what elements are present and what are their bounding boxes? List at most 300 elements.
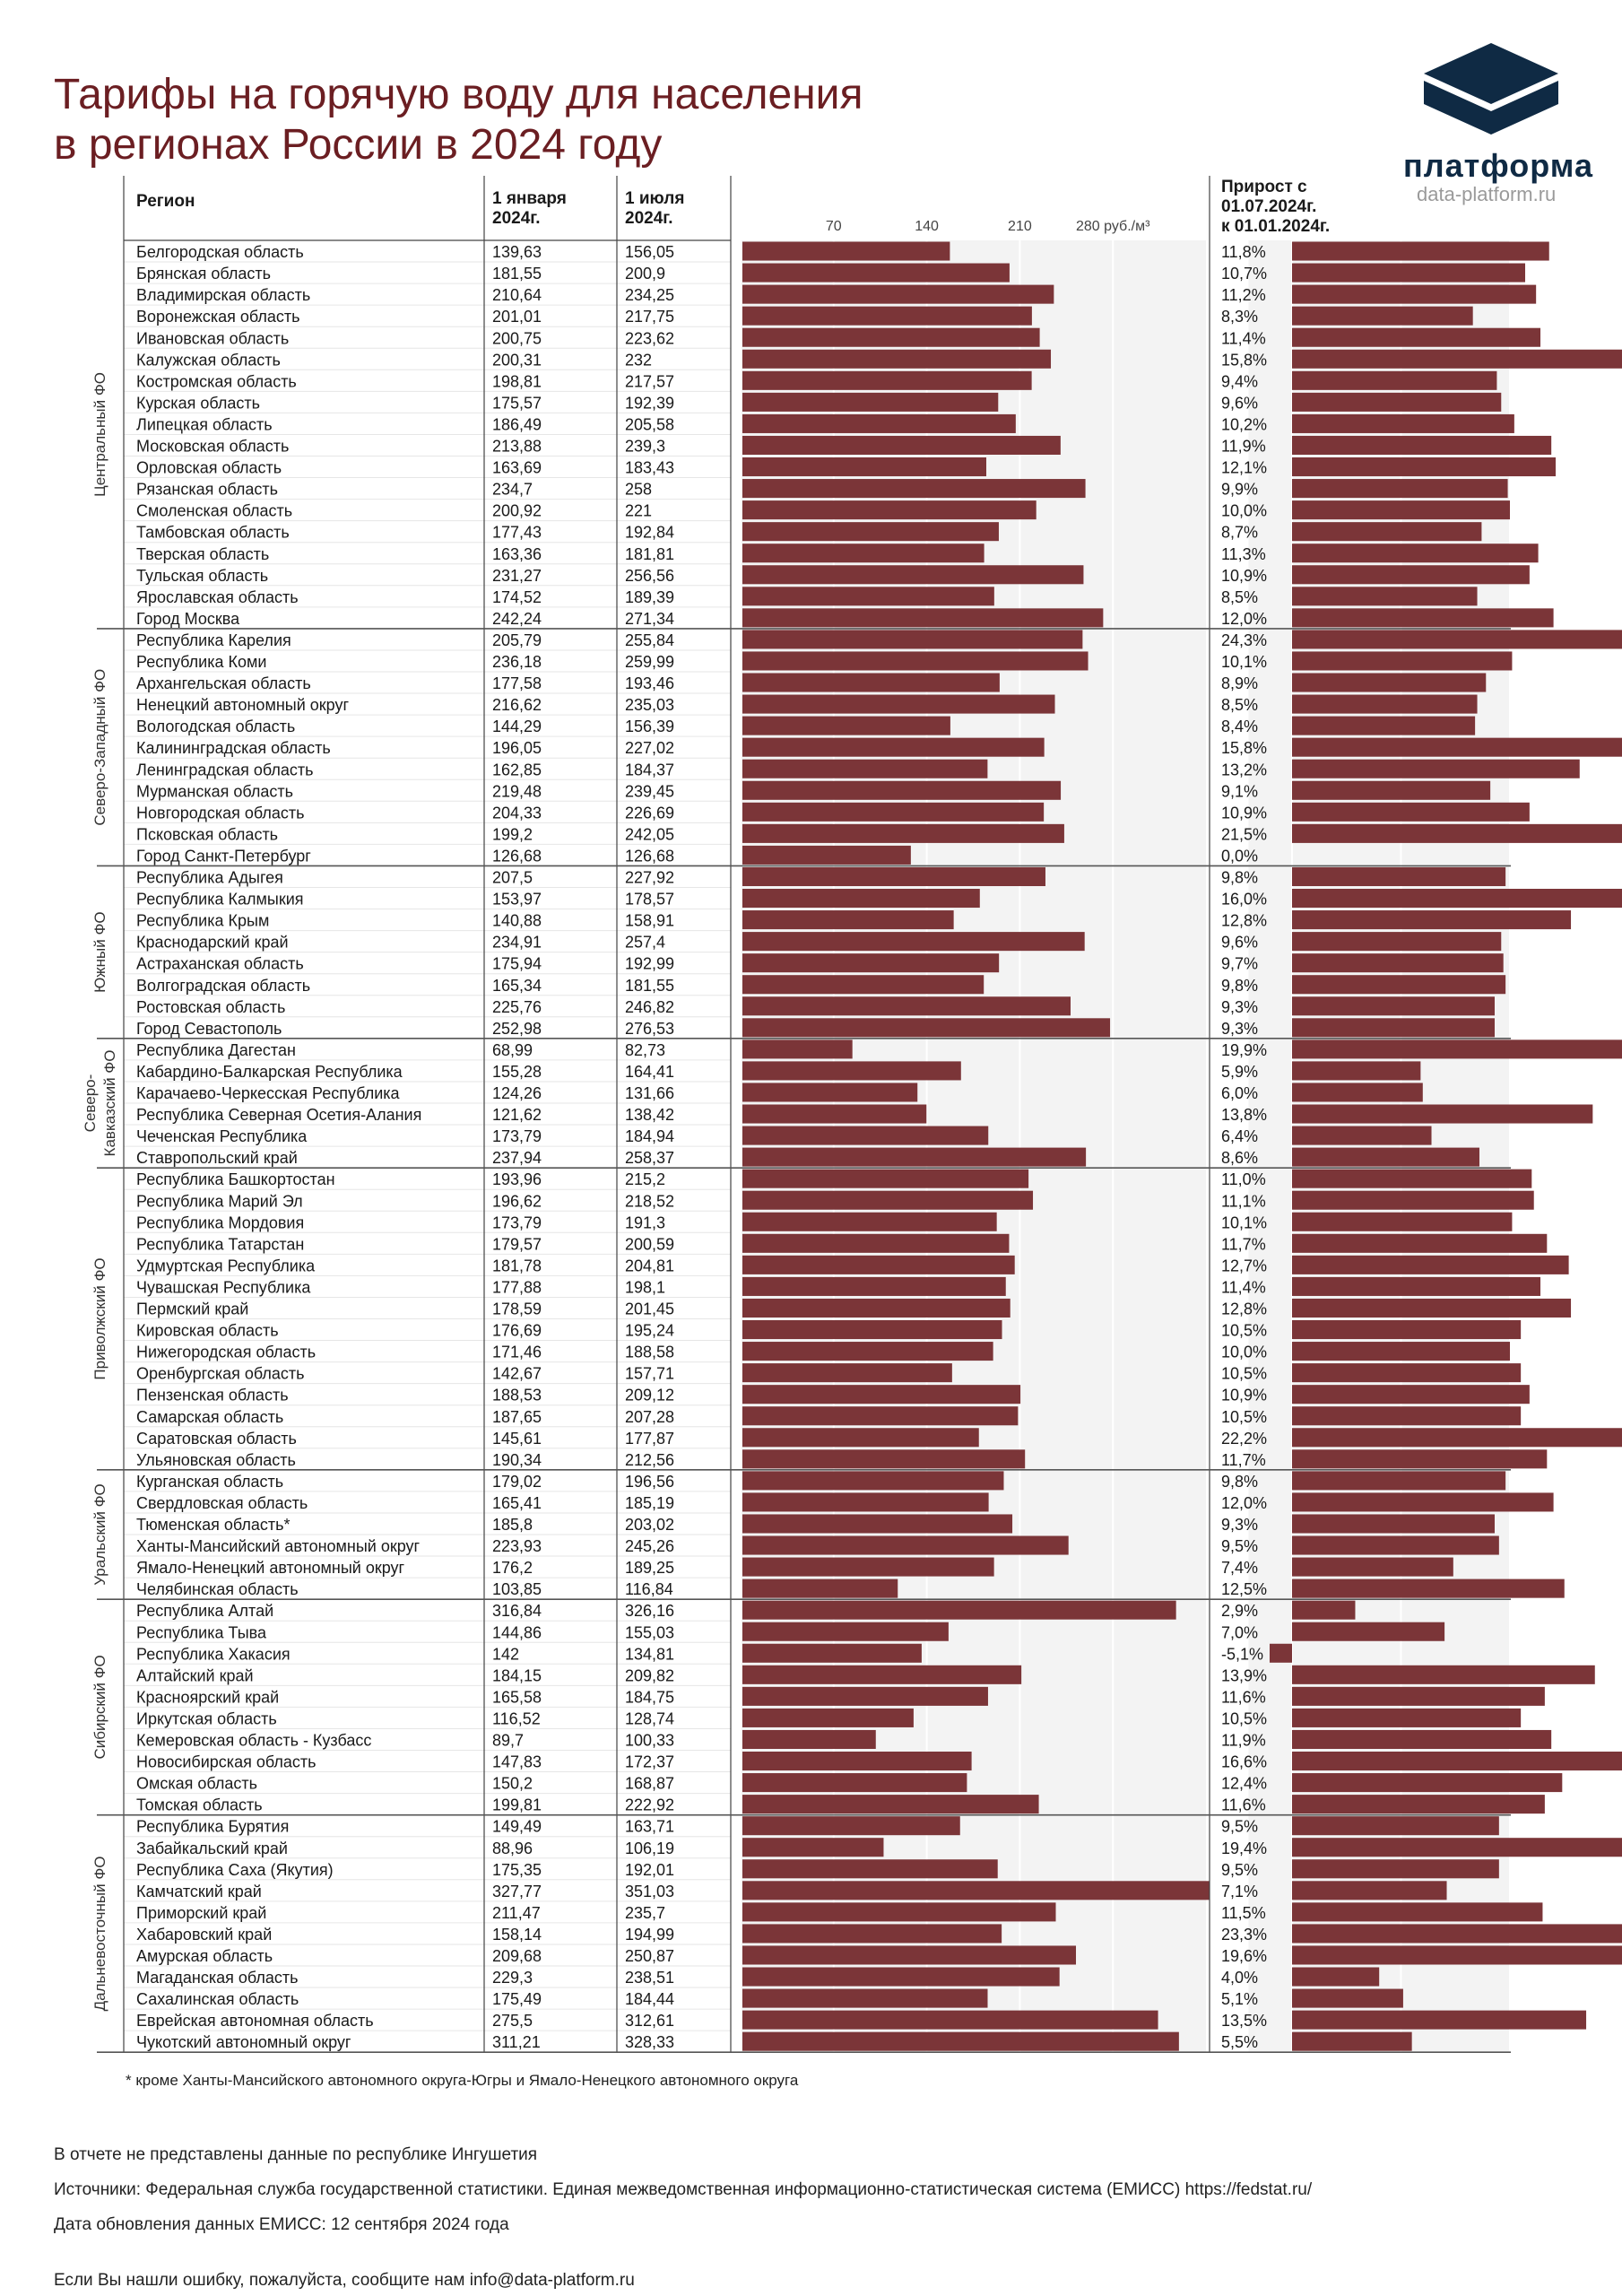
region-name: Город Москва	[136, 609, 240, 628]
growth-bar	[1292, 738, 1622, 757]
tariff-jul-value: 204,81	[625, 1257, 675, 1275]
region-name: Ханты-Мансийский автономный округ	[136, 1537, 421, 1556]
tariff-bar	[742, 1514, 1012, 1533]
growth-bar	[1292, 414, 1514, 433]
footnote: * кроме Ханты-Мансийского автономного округа-Югры и Ямало-Ненецкого автономного округа	[126, 2072, 799, 2089]
tariff-bar	[742, 889, 980, 908]
tariff-bar	[742, 436, 1061, 455]
district-label: Северо-	[82, 1074, 99, 1133]
tariff-bar	[742, 824, 1064, 843]
tariff-bar	[742, 1644, 922, 1663]
tariff-jul-value: 234,25	[625, 286, 675, 305]
tariff-jan-value: 150,2	[492, 1774, 533, 1793]
tariff-jul-value: 232	[625, 351, 653, 370]
tariff-bar	[742, 910, 954, 929]
growth-bar	[1292, 608, 1554, 627]
growth-value: 23,3%	[1221, 1925, 1268, 1944]
tariff-jul-value: 191,3	[625, 1213, 666, 1232]
growth-value: 12,0%	[1221, 609, 1268, 628]
growth-value: 8,6%	[1221, 1149, 1259, 1168]
tariff-jan-value: 190,34	[492, 1450, 542, 1469]
growth-bar	[1292, 1687, 1545, 1706]
tariff-bar	[742, 1061, 961, 1080]
tariff-jul-value: 218,52	[625, 1192, 675, 1211]
tariff-jan-value: 196,05	[492, 739, 542, 758]
tariff-jul-value: 192,99	[625, 954, 675, 973]
growth-value: 11,3%	[1221, 544, 1266, 563]
growth-value: 15,8%	[1221, 739, 1268, 758]
growth-value: 9,3%	[1221, 997, 1259, 1016]
tariff-jul-value: 256,56	[625, 566, 675, 585]
tariff-jul-value: 239,3	[625, 437, 666, 456]
tariff-jan-value: 311,21	[492, 2033, 541, 2052]
tariff-bar	[742, 1105, 926, 1124]
growth-bar	[1292, 1428, 1622, 1447]
growth-value: 4,0%	[1221, 1969, 1259, 1987]
tariff-jul-value: 192,39	[625, 394, 675, 413]
region-name: Тюменская область*	[136, 1516, 291, 1534]
region-name: Ямало-Ненецкий автономный округ	[136, 1559, 405, 1578]
tariff-bar	[742, 846, 911, 865]
tariff-jan-value: 177,88	[492, 1278, 542, 1297]
growth-value: 9,6%	[1221, 933, 1259, 952]
tariff-bar	[742, 371, 1032, 390]
growth-bar	[1292, 674, 1486, 692]
district-label: Кавказский ФО	[101, 1049, 118, 1157]
tariff-jul-value: 227,92	[625, 868, 675, 887]
growth-value: 21,5%	[1221, 825, 1268, 844]
growth-value: 5,1%	[1221, 1990, 1259, 2009]
region-name: Челябинская область	[136, 1580, 299, 1599]
tariff-bar	[742, 781, 1061, 800]
title-line-2: в регионах России в 2024 году	[54, 121, 663, 169]
tariff-jul-value: 181,55	[625, 976, 675, 995]
region-name: Вологодская область	[136, 718, 296, 736]
header-jan: 1 января	[492, 189, 567, 208]
region-name: Московская область	[136, 437, 290, 456]
growth-value: 10,9%	[1221, 566, 1268, 585]
tariff-bar	[742, 307, 1032, 326]
tariff-jul-value: 184,75	[625, 1688, 675, 1707]
tariff-jul-value: 223,62	[625, 329, 675, 348]
growth-value: 24,3%	[1221, 631, 1268, 649]
region-name: Ленинградская область	[136, 761, 314, 779]
tariff-bar	[742, 1989, 987, 2008]
growth-bar	[1292, 1579, 1565, 1598]
tariff-jan-value: 68,99	[492, 1040, 533, 1059]
region-name: Республика Тыва	[136, 1623, 267, 1642]
tariff-jan-value: 175,94	[492, 954, 542, 973]
region-name: Чукотский автономный округ	[136, 2033, 351, 2052]
tariff-bar	[742, 867, 1045, 886]
growth-value: 12,8%	[1221, 911, 1268, 930]
region-name: Нижегородская область	[136, 1343, 317, 1361]
tariff-bar	[742, 717, 950, 735]
growth-bar	[1292, 1256, 1569, 1274]
growth-value: 12,5%	[1221, 1580, 1268, 1599]
region-name: Томская область	[136, 1796, 263, 1814]
tariff-jan-value: 181,78	[492, 1257, 542, 1275]
growth-value: 10,9%	[1221, 1386, 1268, 1405]
growth-bar	[1292, 932, 1501, 951]
tariff-bar	[742, 1945, 1076, 1964]
region-name: Оренбургская область	[136, 1364, 305, 1383]
region-name: Республика Хакасия	[136, 1645, 291, 1664]
growth-bar	[1292, 436, 1551, 455]
region-name: Магаданская область	[136, 1969, 299, 1987]
tariff-jan-value: 213,88	[492, 437, 542, 456]
tariff-bar	[742, 544, 984, 562]
growth-bar	[1292, 781, 1490, 800]
growth-bar	[1292, 867, 1505, 886]
tariff-jul-value: 235,7	[625, 1903, 666, 1922]
growth-value: 8,4%	[1221, 718, 1259, 736]
growth-bar	[1292, 1968, 1379, 1987]
growth-bar	[1292, 1471, 1505, 1490]
tariff-jan-value: 185,8	[492, 1516, 533, 1534]
region-name: Карачаево-Черкесская Республика	[136, 1084, 400, 1102]
tariff-jan-value: 140,88	[492, 911, 542, 930]
tariff-bar	[742, 2032, 1179, 2051]
tariff-jul-value: 172,37	[625, 1752, 675, 1771]
district-label: Южный ФО	[91, 911, 108, 993]
region-name: Пензенская область	[136, 1386, 289, 1405]
tariff-jan-value: 178,59	[492, 1300, 542, 1318]
tariff-jul-value: 201,45	[625, 1300, 675, 1318]
growth-value: 16,6%	[1221, 1752, 1268, 1771]
tariff-jan-value: 142,67	[492, 1364, 542, 1383]
tariff-jan-value: 188,53	[492, 1386, 542, 1405]
tariff-jan-value: 173,79	[492, 1127, 542, 1146]
tariff-jan-value: 201,01	[492, 308, 542, 326]
growth-bar	[1292, 587, 1478, 605]
tariff-bar	[742, 674, 1000, 692]
region-name: Город Санкт-Петербург	[136, 847, 311, 865]
tariff-bar	[742, 1385, 1020, 1404]
growth-value: 2,9%	[1221, 1602, 1259, 1621]
tariff-jan-value: 175,57	[492, 394, 542, 413]
tariff-jul-value: 258	[625, 480, 653, 499]
growth-value: 6,0%	[1221, 1084, 1259, 1102]
region-name: Брянская область	[136, 265, 271, 283]
header-growth: Прирост с	[1221, 178, 1307, 196]
tariff-bar	[742, 630, 1082, 648]
growth-bar	[1292, 1902, 1542, 1921]
logo-url[interactable]: data-platform.ru	[1417, 183, 1557, 205]
growth-value: 12,7%	[1221, 1257, 1268, 1275]
growth-bar	[1292, 565, 1530, 584]
region-name: Чувашская Республика	[136, 1278, 311, 1297]
tariff-jul-value: 157,71	[625, 1364, 675, 1383]
region-name: Архангельская область	[136, 674, 311, 693]
growth-bar	[1292, 1945, 1622, 1964]
growth-value: 10,0%	[1221, 1343, 1268, 1361]
tariff-top-tick-label: 280 руб./м³	[1075, 219, 1150, 234]
region-name: Тульская область	[136, 566, 269, 585]
tariff-jul-value: 181,81	[625, 544, 675, 563]
region-name: Приморский край	[136, 1903, 267, 1922]
tariff-bar	[742, 1730, 876, 1749]
tariff-jan-value: 116,52	[492, 1709, 541, 1728]
tariff-jan-value: 211,47	[492, 1903, 541, 1922]
tariff-jan-value: 165,41	[492, 1493, 542, 1512]
region-name: Ненецкий автономный округ	[136, 696, 350, 715]
tariff-jan-value: 179,02	[492, 1472, 542, 1491]
growth-bar	[1292, 975, 1505, 994]
growth-bar	[1292, 1730, 1551, 1749]
tariff-jan-value: 144,29	[492, 718, 542, 736]
tariff-bar	[742, 587, 994, 605]
tariff-bar	[742, 953, 999, 972]
tariff-jul-value: 184,44	[625, 1990, 675, 2009]
region-name: Республика Татарстан	[136, 1235, 305, 1254]
tariff-jan-value: 155,28	[492, 1062, 542, 1081]
tariff-bar	[742, 1924, 1002, 1943]
tariff-jul-value: 189,39	[625, 587, 675, 606]
region-name: Омская область	[136, 1774, 258, 1793]
tariff-jan-value: 174,52	[492, 587, 542, 606]
growth-value: 9,3%	[1221, 1019, 1259, 1038]
tariff-jul-value: 326,16	[625, 1602, 675, 1621]
tariff-jul-value: 239,45	[625, 782, 675, 801]
region-name: Свердловская область	[136, 1493, 308, 1512]
growth-value: 10,1%	[1221, 1213, 1268, 1232]
region-name: Калининградская область	[136, 739, 331, 758]
tariff-bar	[742, 479, 1086, 498]
tariff-jan-value: 142	[492, 1645, 520, 1664]
growth-bar	[1292, 371, 1496, 390]
growth-bar	[1292, 1039, 1622, 1058]
growth-bar	[1292, 1105, 1592, 1124]
tariff-jul-value: 189,25	[625, 1559, 675, 1578]
growth-bar	[1292, 1018, 1495, 1037]
growth-bar	[1292, 522, 1481, 541]
growth-value: 9,8%	[1221, 1472, 1259, 1491]
tariff-jan-value: 204,33	[492, 804, 542, 822]
growth-value: 13,2%	[1221, 761, 1268, 779]
tariff-bar	[742, 1039, 853, 1058]
header-jul: 2024г.	[625, 209, 673, 228]
region-name: Мурманская область	[136, 782, 294, 801]
tariff-jul-value: 185,19	[625, 1493, 675, 1512]
region-name: Республика Башкортостан	[136, 1170, 335, 1189]
tariff-jan-value: 176,69	[492, 1321, 542, 1340]
growth-value: 9,5%	[1221, 1817, 1259, 1836]
tariff-jul-value: 217,75	[625, 308, 675, 326]
growth-bar	[1292, 1752, 1622, 1770]
region-name: Республика Марий Эл	[136, 1192, 303, 1211]
growth-bar	[1292, 953, 1504, 972]
tariff-jan-value: 200,75	[492, 329, 542, 348]
growth-value: 13,8%	[1221, 1106, 1268, 1125]
growth-bar	[1270, 1644, 1292, 1663]
growth-value: 12,4%	[1221, 1774, 1268, 1793]
growth-value: 9,5%	[1221, 1537, 1259, 1556]
growth-bar	[1292, 824, 1622, 843]
tariff-jul-value: 227,02	[625, 739, 675, 758]
tariff-jan-value: 225,76	[492, 997, 542, 1016]
growth-value: 11,6%	[1221, 1688, 1266, 1707]
tariff-bar	[742, 1881, 1210, 1900]
growth-bar	[1292, 760, 1580, 778]
tariff-bar	[742, 1601, 1176, 1620]
tariff-bar	[742, 1406, 1018, 1425]
region-name: Иркутская область	[136, 1709, 277, 1728]
growth-bar	[1292, 1709, 1521, 1727]
growth-bar	[1292, 1773, 1562, 1792]
growth-bar	[1292, 242, 1549, 261]
growth-bar	[1292, 630, 1622, 648]
tariff-bar	[742, 414, 1016, 433]
tariff-jul-value: 200,9	[625, 265, 666, 283]
growth-bar	[1292, 1363, 1521, 1382]
tariff-bar	[742, 1838, 883, 1857]
growth-value: 19,6%	[1221, 1947, 1268, 1965]
tariff-jul-value: 200,59	[625, 1235, 675, 1254]
tariff-jan-value: 176,2	[492, 1559, 533, 1578]
tariff-jan-value: 205,79	[492, 631, 542, 649]
growth-value: 7,0%	[1221, 1623, 1259, 1642]
growth-bar	[1292, 500, 1510, 519]
growth-value: 16,0%	[1221, 890, 1268, 909]
region-name: Смоленская область	[136, 501, 293, 520]
growth-value: 11,1%	[1221, 1192, 1266, 1211]
region-name: Ростовская область	[136, 997, 286, 1016]
growth-value: 9,9%	[1221, 480, 1259, 499]
growth-value: 11,9%	[1221, 1731, 1266, 1750]
tariff-bar	[742, 1968, 1060, 1987]
region-name: Самарская область	[136, 1407, 284, 1426]
region-name: Республика Карелия	[136, 631, 291, 649]
growth-value: 10,9%	[1221, 804, 1268, 822]
district-label: Дальневосточный ФО	[91, 1856, 108, 2012]
growth-value: 11,0%	[1221, 1170, 1266, 1189]
tariff-jan-value: 165,58	[492, 1688, 542, 1707]
growth-bar	[1292, 1213, 1512, 1231]
region-name: Рязанская область	[136, 480, 279, 499]
tariff-jul-value: 100,33	[625, 1731, 675, 1750]
tariff-jul-value: 164,41	[625, 1062, 675, 1081]
growth-bar	[1292, 1558, 1453, 1577]
region-name: Республика Алтай	[136, 1602, 274, 1621]
tariff-jan-value: 199,2	[492, 825, 533, 844]
growth-bar	[1292, 457, 1556, 476]
footer-missing-data: В отчете не представлены данные по республике Ингушетия	[54, 2145, 538, 2164]
tariff-bar	[742, 2011, 1158, 2030]
growth-bar	[1292, 1126, 1432, 1145]
region-name: Республика Бурятия	[136, 1817, 290, 1836]
tariff-jan-value: 88,96	[492, 1839, 533, 1857]
tariff-jul-value: 203,02	[625, 1516, 675, 1534]
region-name: Волгоградская область	[136, 976, 311, 995]
region-name: Саратовская область	[136, 1429, 297, 1448]
tariff-jul-value: 207,28	[625, 1407, 675, 1426]
tariff-jan-value: 89,7	[492, 1731, 525, 1750]
growth-value: 11,2%	[1221, 286, 1266, 305]
tariff-jul-value: 188,58	[625, 1343, 675, 1361]
tariff-bar	[742, 1859, 998, 1878]
growth-value: 10,5%	[1221, 1364, 1268, 1383]
growth-value: 9,7%	[1221, 954, 1259, 973]
tariff-bar	[742, 1342, 993, 1361]
region-name: Красноярский край	[136, 1688, 280, 1707]
tariff-bar	[742, 738, 1045, 757]
tariff-bar	[742, 1170, 1028, 1188]
region-name: Псковская область	[136, 825, 279, 844]
growth-value: 9,8%	[1221, 868, 1259, 887]
growth-bar	[1292, 328, 1540, 347]
region-name: Ставропольский край	[136, 1149, 298, 1168]
tariff-jan-value: 229,3	[492, 1969, 533, 1987]
growth-value: 9,1%	[1221, 782, 1259, 801]
region-name: Кабардино-Балкарская Республика	[136, 1062, 403, 1081]
growth-value: 8,7%	[1221, 523, 1259, 542]
tariff-jul-value: 178,57	[625, 890, 675, 909]
growth-bar	[1292, 1601, 1355, 1620]
region-name: Республика Крым	[136, 911, 270, 930]
region-name: Республика Дагестан	[136, 1040, 296, 1059]
tariff-bar	[742, 1234, 1009, 1253]
tariff-top-tick-label: 70	[825, 219, 842, 234]
region-name: Еврейская автономная область	[136, 2012, 374, 2031]
tariff-bar	[742, 1256, 1015, 1274]
growth-bar	[1292, 307, 1473, 326]
tariff-bar	[742, 328, 1040, 347]
growth-bar	[1292, 1299, 1571, 1318]
district-label: Северо-Западный ФО	[91, 668, 108, 826]
tariff-jan-value: 162,85	[492, 761, 542, 779]
tariff-bar	[742, 1148, 1086, 1167]
growth-value: 8,9%	[1221, 674, 1259, 693]
tariff-jan-value: 200,92	[492, 501, 542, 520]
tariff-jan-value: 193,96	[492, 1170, 542, 1189]
tariff-bar	[742, 1363, 952, 1382]
growth-bar	[1292, 393, 1501, 412]
tariff-top-tick-label: 210	[1008, 219, 1032, 234]
growth-bar	[1292, 1342, 1510, 1361]
tariff-jan-value: 207,5	[492, 868, 533, 887]
region-name: Алтайский край	[136, 1666, 254, 1685]
tariff-jul-value: 156,39	[625, 718, 675, 736]
tariff-bar	[742, 1083, 917, 1101]
region-name: Курская область	[136, 394, 260, 413]
growth-bar	[1292, 1924, 1622, 1943]
region-name: Кемеровская область - Кузбасс	[136, 1731, 372, 1750]
tariff-jul-value: 116,84	[625, 1580, 673, 1599]
logo-name: платформа	[1403, 147, 1593, 184]
region-name: Камчатский край	[136, 1882, 262, 1900]
tariff-jul-value: 259,99	[625, 653, 675, 671]
growth-bar	[1292, 1795, 1545, 1813]
tariff-jan-value: 173,79	[492, 1213, 542, 1232]
growth-value: 19,9%	[1221, 1040, 1268, 1059]
growth-value: 7,4%	[1221, 1559, 1259, 1578]
footer-update-date: Дата обновления данных ЕМИСС: 12 сентября 2024 года	[54, 2215, 509, 2234]
tariff-jan-value: 236,18	[492, 653, 542, 671]
region-name: Тверская область	[136, 544, 270, 563]
tariff-jan-value: 181,55	[492, 265, 542, 283]
tariff-jan-value: 171,46	[492, 1343, 542, 1361]
growth-bar	[1292, 2011, 1586, 2030]
tariff-jan-value: 121,62	[492, 1106, 542, 1125]
growth-value: 11,4%	[1221, 329, 1266, 348]
tariff-jan-value: 175,49	[492, 1990, 542, 2009]
growth-bar	[1292, 1148, 1479, 1167]
tariff-jan-value: 177,43	[492, 523, 542, 542]
tariff-jan-value: 237,94	[492, 1149, 542, 1168]
region-name: Орловская область	[136, 458, 282, 477]
growth-value: 11,7%	[1221, 1450, 1266, 1469]
